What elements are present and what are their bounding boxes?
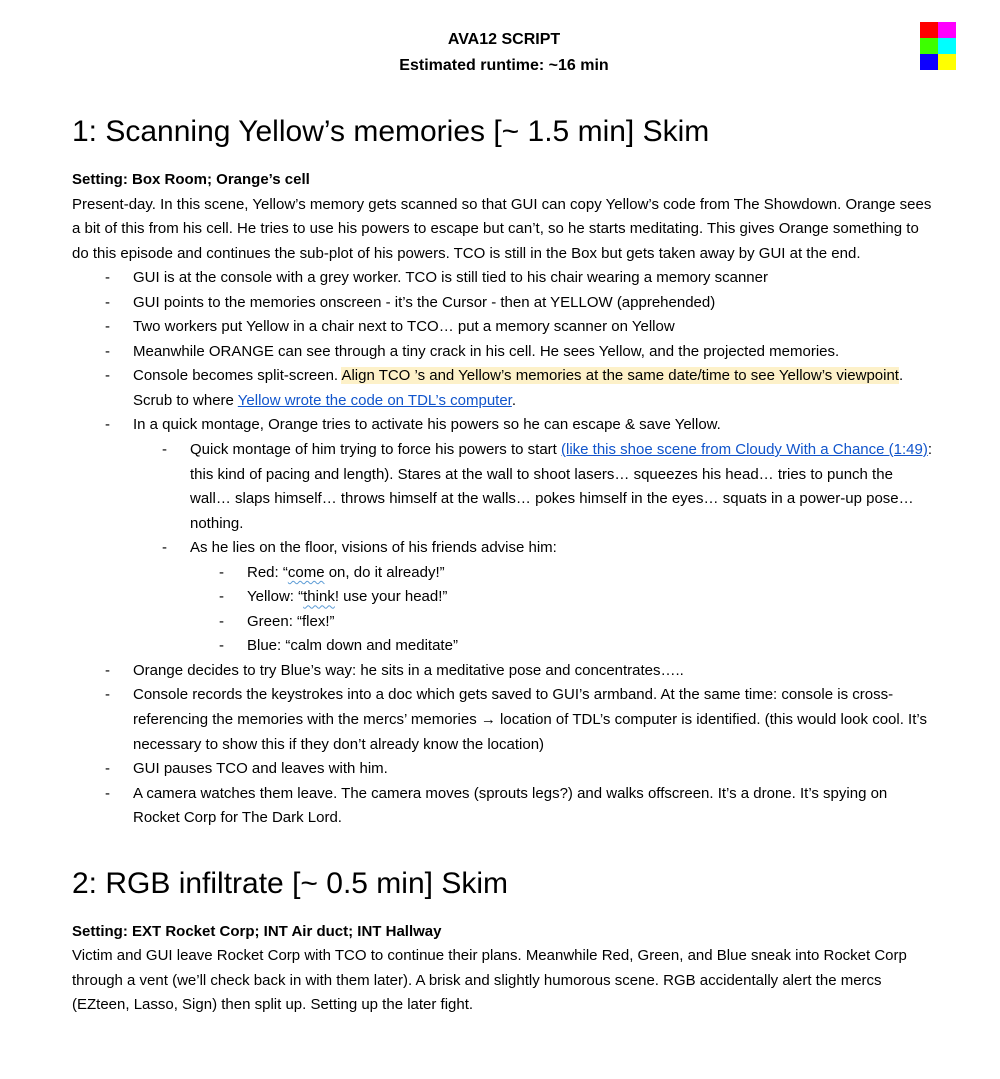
text-run: GUI pauses TCO and leaves with him.: [133, 760, 388, 778]
setting-line: Setting: Box Room; Orange’s cell: [72, 171, 310, 188]
script-section: [72, 866, 936, 1018]
bullet-text: [133, 757, 936, 782]
text-run: In a quick montage, Orange tries to activate his powers so he can escape & save Yellow.: [133, 416, 721, 434]
bullet-list: [72, 266, 936, 831]
bullet-dash: -: [105, 760, 110, 778]
bullet-dash: -: [162, 539, 167, 557]
bullet-dash: -: [105, 269, 110, 287]
section-intro: Present-day. In this scene, Yellow’s memory gets scanned so that GUI can copy Yellow’s code from The Showdown. Orange sees a bit of this from his cell. He tries to use his powers to escape but can’t, so he starts meditating. This gives Orange something to do this episode and continues the sub-plot of his powers. TCO is still in the Box but gets taken away by GUI at the end.: [72, 195, 932, 262]
text-run: Yellow: “: [247, 588, 304, 606]
bullet-dash: -: [105, 293, 110, 311]
bullet-dash: -: [219, 612, 224, 630]
text-run: : this kind of pacing and length). Stares at the wall to shoot lasers… squeezes his head… tries to punch the wall… slaps himself… throws himself at the walls… pokes himself in the eyes… squats in a power-up pose… nothing.: [190, 441, 932, 532]
bullet-dash: -: [105, 318, 110, 336]
doc-title: AVA12 SCRIPT: [447, 31, 561, 48]
bullet-dash: -: [219, 563, 224, 581]
bullet-text: [133, 266, 936, 291]
bullet-text: [247, 610, 936, 635]
bullet-dash: -: [105, 367, 110, 385]
text-run: Two workers put Yellow in a chair next to TCO… put a memory scanner on Yellow: [133, 318, 675, 336]
bullet-dash: -: [105, 342, 110, 360]
list-item: [72, 438, 936, 536]
text-run: Orange decides to try Blue’s way: he sits in a meditative pose and concentrates…..: [133, 661, 684, 679]
text-run: .: [511, 391, 517, 409]
list-item: [72, 757, 936, 782]
list-item: [72, 782, 936, 831]
list-item: [72, 634, 936, 659]
bullet-text: [133, 683, 936, 757]
list-item: [72, 315, 936, 340]
script-sections: [72, 114, 936, 1018]
text-run: GUI is at the console with a grey worker. TCO is still tied to his chair wearing a memory scanner: [133, 269, 768, 287]
list-item: [72, 561, 936, 586]
text-run: Console records the keystrokes into a doc which gets saved to GUI’s armband. At the same time: console is cross-referencing the memories with the mercs’ memories → location of TDL’s computer is identified. (this would look cool. It’s necessary to show this if they don’t already know the location): [133, 686, 927, 753]
logo-color-cell: [920, 22, 938, 38]
bullet-dash: -: [219, 588, 224, 606]
logo-color-cell: [920, 54, 938, 70]
bullet-text: [133, 782, 936, 831]
bullet-dash: -: [105, 686, 110, 704]
bullet-dash: -: [105, 416, 110, 434]
bullet-text: [247, 561, 936, 586]
bullet-dash: -: [219, 637, 224, 655]
doc-runtime: Estimated runtime: ~16 min: [399, 57, 609, 74]
list-item: [72, 536, 936, 561]
logo-color-cell: [938, 22, 956, 38]
bullet-dash: -: [162, 441, 167, 459]
logo-color-cell: [938, 38, 956, 54]
bullet-text: [133, 291, 936, 316]
setting-line: Setting: EXT Rocket Corp; INT Air duct; INT Hallway: [72, 922, 442, 940]
list-item: [72, 585, 936, 610]
bullet-text: [133, 340, 936, 365]
bullet-text: [133, 413, 936, 438]
bullet-text: [133, 315, 936, 340]
section-heading: 2: RGB infiltrate [~ 0.5 min] Skim: [72, 866, 508, 900]
text-run: Meanwhile ORANGE can see through a tiny crack in his cell. He sees Yellow, and the projected memories.: [133, 342, 840, 360]
bullet-text: [247, 634, 936, 659]
text-run: Blue: “calm down and meditate”: [247, 637, 458, 655]
bullet-dash: -: [105, 784, 110, 802]
spellcheck-word: come: [287, 563, 325, 581]
list-item: [72, 683, 936, 757]
text-run: . Scrub to where: [133, 367, 904, 409]
list-item: [72, 291, 936, 316]
text-run: ! use your head!”: [334, 588, 448, 606]
list-item: [72, 364, 936, 413]
doc-link[interactable]: (like this shoe scene from Cloudy With a Chance (1:49): [561, 441, 928, 459]
text-run: A camera watches them leave. The camera moves (sprouts legs?) and walks offscreen. It’s a drone. It’s spying on Rocket Corp for The Dark Lord.: [133, 784, 888, 827]
bullet-text: [133, 364, 936, 413]
spellcheck-word: think: [303, 588, 335, 606]
logo-color-cell: [920, 38, 938, 54]
list-item: [72, 610, 936, 635]
bullet-text: [133, 659, 936, 684]
doc-link[interactable]: Yellow wrote the code on TDL’s computer: [237, 391, 512, 409]
list-item: [72, 659, 936, 684]
text-run: Console becomes split-screen.: [133, 367, 342, 385]
text-run: GUI points to the memories onscreen - it’s the Cursor - then at YELLOW (apprehended): [133, 293, 716, 311]
bullet-text: [190, 438, 936, 536]
logo-color-cell: [938, 54, 956, 70]
bullet-text: [247, 585, 936, 610]
color-grid-logo: [920, 22, 956, 70]
section-heading: 1: Scanning Yellow’s memories [~ 1.5 min] Skim: [72, 115, 710, 148]
text-run: As he lies on the floor, visions of his friends advise him:: [190, 539, 557, 557]
list-item: [72, 266, 936, 291]
list-item: [72, 340, 936, 365]
bullet-dash: -: [105, 661, 110, 679]
script-section: [72, 114, 936, 831]
text-run: on, do it already!”: [324, 563, 445, 581]
text-run: Green: “flex!”: [247, 612, 335, 630]
bullet-text: [190, 536, 936, 561]
list-item: [72, 413, 936, 438]
highlighted-text: Align TCO ’s and Yellow’s memories at the same date/time to see Yellow’s viewpoint: [341, 367, 899, 385]
text-run: Quick montage of him trying to force his powers to start: [190, 441, 561, 459]
text-run: Red: “: [247, 563, 288, 581]
section-intro: Victim and GUI leave Rocket Corp with TCO to continue their plans. Meanwhile Red, Green, and Blue sneak into Rocket Corp through a vent (we’ll check back in with them later). A brisk and slightly humorous scene. RGB accidentally alert the mercs (EZteen, Lasso, Sign) then split up. Setting up the later fight.: [72, 947, 907, 1014]
